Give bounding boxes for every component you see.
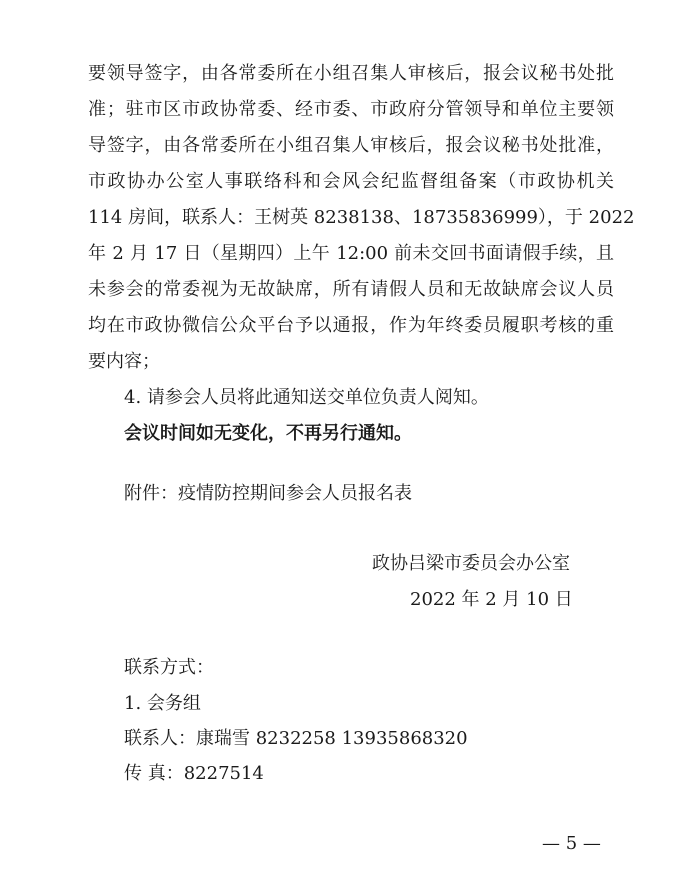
paragraph-line: 要内容； <box>88 351 160 372</box>
attachment-line: 附件：疫情防控期间参会人员报名表 <box>124 483 412 504</box>
paragraph-line: 准；驻市区市政协常委、经市委、市政府分管领导和单位主要领 <box>88 99 614 120</box>
paragraph-line: 均在市政协微信公众平台予以通报，作为年终委员履职考核的重 <box>88 315 614 336</box>
paragraph-line: 要领导签字，由各常委所在小组召集人审核后，报会议秘书处批 <box>88 63 614 84</box>
page-number: — 5 — <box>542 833 601 854</box>
paragraph-line: 年 2 月 17 日（星期四）上午 12:00 前未交回书面请假手续，且 <box>88 243 614 264</box>
signature-org: 政协吕梁市委员会办公室 <box>372 553 570 574</box>
signature-date: 2022 年 2 月 10 日 <box>410 589 573 610</box>
paragraph-line: 未参会的常委视为无故缺席，所有请假人员和无故缺席会议人员 <box>88 279 614 300</box>
notice-bold: 会议时间如无变化，不再另行通知。 <box>124 423 412 444</box>
paragraph-line: 导签字，由各常委所在小组召集人审核后，报会议秘书处批准， <box>88 135 614 156</box>
contact-group: 1. 会务组 <box>124 693 201 714</box>
contact-person: 联系人：康瑞雪 8232258 13935868320 <box>124 728 468 749</box>
contact-fax: 传 真：8227514 <box>124 763 264 784</box>
paragraph-line: 114 房间，联系人：王树英 8238138、18735836999），于 2022 <box>88 207 635 228</box>
item-4: 4. 请参会人员将此通知送交单位负责人阅知。 <box>124 387 489 408</box>
contact-heading: 联系方式： <box>124 657 214 678</box>
paragraph-line: 市政协办公室人事联络科和会风会纪监督组备案（市政协机关 <box>88 171 614 192</box>
